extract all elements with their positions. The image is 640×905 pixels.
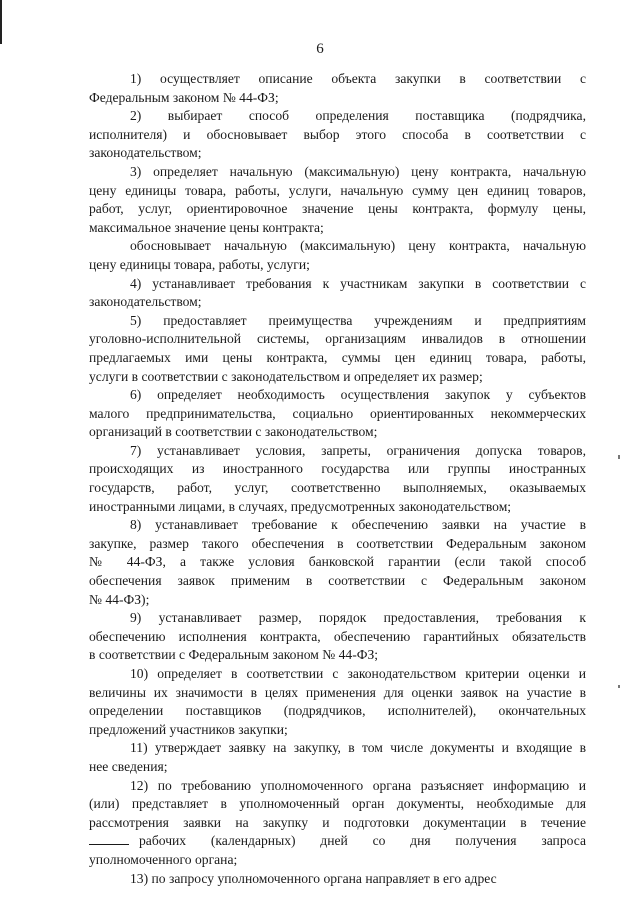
text-line: цену единицы товара, работы, услуги, начальную сумму цен единиц товаров, — [89, 182, 586, 198]
text-line: обосновывает начальную (максимальную) цену контракта, начальную — [130, 238, 586, 254]
paragraph — [89, 442, 586, 516]
text-line: услуги в соответствии с законодательством и определяет их размер; — [89, 368, 483, 384]
text-line: исполнителя) и обосновывает выбор этого способа в соответствии с — [89, 126, 586, 142]
text-line: 8) устанавливает требование к обеспечению заявки на участие в — [130, 517, 586, 533]
text-line: 10) определяет в соответствии с законодательством критерии оценки и — [130, 666, 586, 681]
text-line: государств, работ, услуг, соответственно выполняемых, оказываемых — [89, 480, 586, 496]
text-line: 4) устанавливает требования к участникам закупки в соответствии с — [130, 275, 586, 291]
text-line: в соответствии с Федеральным законом № 44-ФЗ; — [89, 647, 379, 663]
text-line: предлагаемых ими цены контракта, суммы цен единиц товара, работы, — [89, 349, 586, 365]
text-line: 2) выбирает способ определения поставщика (подрядчика, — [130, 108, 586, 124]
text-line: цену единицы товара, работы, услуги; — [89, 256, 310, 272]
paragraph — [89, 870, 586, 889]
text-line: 9) устанавливает размер, порядок предоставления, требования к — [130, 610, 586, 626]
paragraph — [89, 609, 586, 665]
text-line: происходящих из иностранного государства или группы иностранных — [89, 461, 586, 477]
page-number: 6 — [316, 41, 324, 57]
text-line: определении поставщиков (подрядчиков, исполнителей), окончательных — [89, 703, 586, 719]
text-line: № 44-ФЗ, а также условия банковской гарантии (если такой способ — [89, 554, 586, 570]
paragraph — [89, 739, 586, 776]
text-line: нее сведения; — [89, 758, 168, 774]
text-line: 6) определяет необходимость осуществления закупок у субъектов — [130, 387, 586, 403]
scan-edge-mark — [0, 0, 2, 44]
text-line-content: рабочих (календарных) дней со дня получения запроса — [139, 833, 586, 849]
text-line: максимальное значение цены контракта; — [89, 219, 324, 235]
paragraph — [89, 237, 586, 274]
text-line: № 44-ФЗ); — [89, 591, 150, 607]
text-line: уполномоченного органа; — [89, 851, 238, 867]
paragraph — [89, 665, 586, 739]
text-line: законодательством; — [89, 294, 202, 310]
scan-speck — [618, 455, 620, 459]
document-body — [89, 70, 586, 888]
text-line: иностранными лицами, в случаях, предусмотренных законодательством; — [89, 498, 512, 514]
paragraph — [89, 70, 586, 107]
text-line: закупке, размер такого обеспечения в соответствии Федеральным законом — [89, 535, 586, 551]
paragraph — [89, 275, 586, 312]
text-line: работ, услуг, ориентировочное значение цены контракта, формулу цены, — [89, 201, 586, 217]
paragraph — [89, 107, 586, 163]
scan-speck — [618, 685, 620, 688]
paragraph — [89, 163, 586, 237]
text-line: 13) по запросу уполномоченного органа направляет в его адрес — [130, 870, 497, 886]
text-line: обеспечению исполнения контракта, обеспечению гарантийных обязательств — [89, 628, 586, 644]
text-line: величины их значимости в целях применения для оценки заявок на участие в — [89, 684, 586, 700]
text-line: (или) представляет в уполномоченный орган документы, необходимые для — [89, 796, 586, 812]
text-line: 7) устанавливает условия, запреты, ограничения допуска товаров, — [130, 442, 586, 458]
text-line — [89, 832, 586, 851]
text-line: малого предпринимательства, социально ориентированных некоммерческих — [89, 405, 586, 421]
text-line: рассмотрения заявки на закупку и подготовки документации в течение — [89, 814, 586, 830]
text-line: 12) по требованию уполномоченного органа разъясняет информацию и — [130, 777, 586, 793]
text-line: законодательством; — [89, 145, 202, 161]
text-line: Федеральным законом № 44-ФЗ; — [89, 89, 279, 105]
paragraph — [89, 516, 586, 609]
paragraph — [89, 386, 586, 442]
paragraph — [89, 777, 586, 870]
text-line: 11) утверждает заявку на закупку, в том числе документы и входящие в — [130, 740, 586, 756]
blank-underline — [89, 834, 129, 845]
text-line: 1) осуществляет описание объекта закупки в соответствии с — [130, 71, 586, 86]
text-line: уголовно-исполнительной системы, организациям инвалидов в отношении — [89, 331, 586, 347]
paragraph — [89, 312, 586, 386]
text-line: обеспечения заявок применим в соответствии с Федеральным законом — [89, 573, 586, 589]
text-line: 3) определяет начальную (максимальную) цену контракта, начальную — [130, 163, 586, 179]
text-line: организаций в соответствии с законодательством; — [89, 424, 378, 440]
text-line: предложений участников закупки; — [89, 721, 288, 737]
text-line: 5) предоставляет преимущества учреждениям и предприятиям — [130, 312, 586, 328]
